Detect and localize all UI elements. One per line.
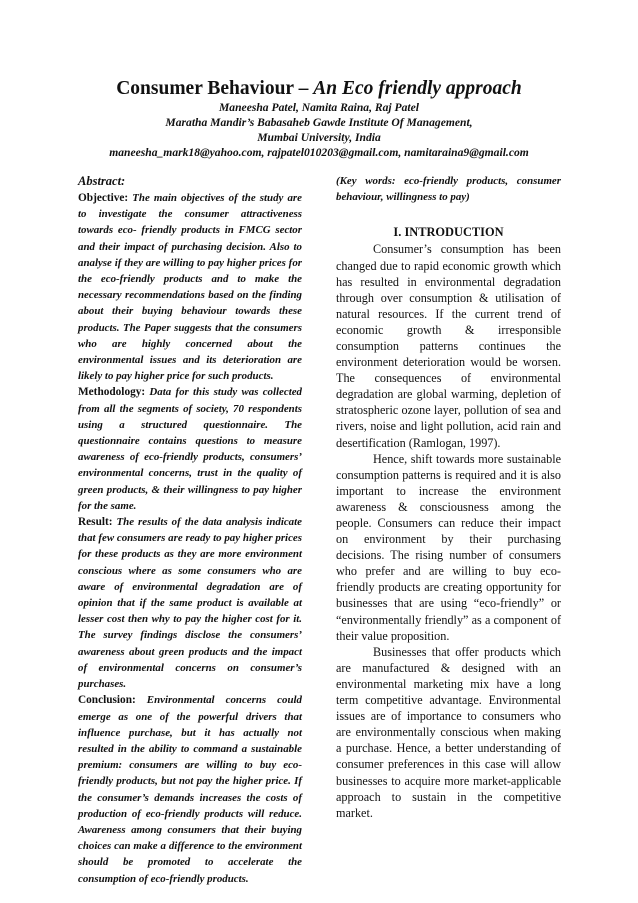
abstract-conclusion xyxy=(78,692,302,886)
institute: Maratha Mandir’s Babasaheb Gawde Institute Of Management, xyxy=(165,116,473,129)
abstract-objective xyxy=(78,190,302,384)
conclusion-label: Conclusion: xyxy=(78,694,136,707)
conclusion-text: Environmental concerns could emerge as one of the powerful drivers that influence purchase, but it has actually not resulted in the ability to command a sustainable premium: consumers are willing to buy eco-friendly products, but not pay the higher price. If the consumer’s demands increases the costs of production of eco-friendly products will reduce. Awareness among consumers that their buying choices can make a difference to the environment should be promoted to accelerate the consumption of eco-friendly products. xyxy=(78,694,302,885)
intro-paragraph: Consumer’s consumption has been changed due to rapid economic growth which has resulted in environmental degradation through over consumption & utilisation of natural resources. If the current trend of economic growth & irresponsible consumption patterns continues the environment deterioration would be worsen. The consequences of environmental degradation are global warming, depletion of stratospheric ozone layer, pollution of sea and rivers, noise and light pollution, acid rain and desertification (Ramlogan, 1997). xyxy=(336,242,561,450)
intro-paragraph: Hence, shift towards more sustainable consumption patterns is required and it is also important to increase the environment awareness & consciousness among the people. Consumers can reduce their impact on environment by their purchasing decisions. The rising number of consumers who prefer and are willing to buy eco-friendly products are creating opportunity for businesses that are using “eco-friendly” or “environmentally friendly” as a component of their value proposition. xyxy=(336,451,561,643)
emails: maneesha_mark18@yahoo.com, rajpatel010203@gmail.com, namitaraina9@gmail.com xyxy=(109,146,529,159)
abstract-result xyxy=(78,514,302,692)
result-text: The results of the data analysis indicate that few consumers are ready to pay higher prices for these products as they are more environment conscious where as some consumers who are aware of environmental degradation are of opinion that if the same product is available at lesser cost then why to pay the higher cost for it. The survey findings disclose the consumers’ awareness about green products and the impact of environmental concerns on consumer’s purchases. xyxy=(78,516,302,691)
university: Mumbai University, India xyxy=(257,131,381,144)
objective-text: The main objectives of the study are to investigate the consumer attractiveness towards eco- friendly products in FMCG sector and their impact of purchasing decision. Also to analyse if they are willing to pay higher prices for the eco-friendly products and to make the necessary recommendations based on the finding about their buying behaviour towards these products. The Paper suggests that the consumers who are highly concerned about the environmental issues and its deterioration are likely to pay higher price for such products. xyxy=(78,192,302,383)
title-italic: An Eco friendly approach xyxy=(313,78,522,99)
title-main: Consumer Behaviour – xyxy=(116,78,314,99)
abstract-heading: Abstract: xyxy=(78,174,126,188)
result-label: Result: xyxy=(78,516,113,529)
objective-label: Objective: xyxy=(78,192,129,204)
intro-paragraph: Businesses that offer products which are manufactured & designed with an environmental marketing mix have a long term competitive advantage. Environmental issues are of importance to consumers who are environmentally conscious when making a purchase. Hence, a better understanding of consumer preferences in this case will allow businesses to acquire more market-applicable approach to sustain in the competitive market. xyxy=(336,644,561,820)
paper-title xyxy=(0,78,638,100)
left-column xyxy=(78,173,302,887)
section-heading-introduction: I. INTRODUCTION xyxy=(393,225,504,240)
abstract-methodology xyxy=(78,384,302,514)
methodology-text: Data for this study was collected from all the segments of society, 70 respondents using a structured questionnaire. The questionnaire contains questions to measure awareness of eco-friendly products, consumers’ environmental concerns, trust in the quality of green products, & their willingness to pay higher for the same. xyxy=(78,386,302,512)
methodology-label: Methodology: xyxy=(78,386,146,399)
authors: Maneesha Patel, Namita Raina, Raj Patel xyxy=(219,101,419,114)
right-column xyxy=(336,173,561,821)
keywords: (Key words: eco-friendly products, consumer behaviour, willingness to pay) xyxy=(336,175,561,204)
